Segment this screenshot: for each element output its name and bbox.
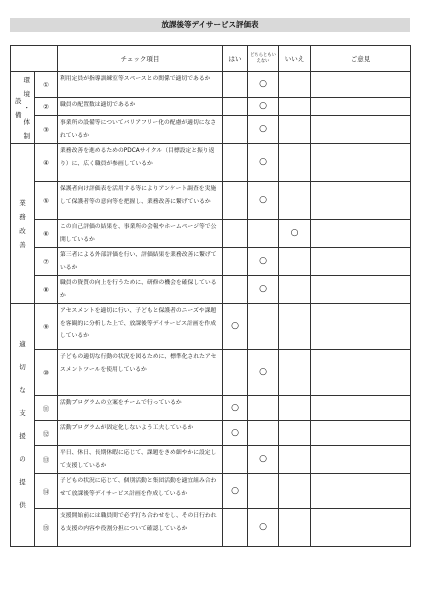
answer-no-cell[interactable]: [279, 116, 311, 144]
opinion-cell[interactable]: [311, 509, 411, 547]
answer-neutral-cell[interactable]: [248, 144, 279, 182]
answer-no-cell[interactable]: [279, 474, 311, 509]
item-number: ⑮: [35, 509, 58, 547]
item-number: ⑫: [35, 421, 58, 446]
header-check-item: チェック項目: [58, 46, 223, 72]
circle-mark-icon: ○: [259, 256, 267, 266]
category-char: 支: [19, 409, 26, 417]
evaluation-table: [10, 45, 411, 547]
item-text: 事業所の設備等についてバリアフリー化の配慮が適切になされているか: [58, 116, 223, 144]
circle-mark-icon: ○: [259, 124, 267, 134]
answer-neutral-cell[interactable]: [248, 509, 279, 547]
header-yes: はい: [223, 46, 248, 72]
item-text: 支援開始前には職員間で必ず打ち合わせをし、その日行われる支援の内容や役割分担について確認しているか: [58, 509, 223, 547]
circle-mark-icon: ○: [259, 522, 267, 532]
opinion-cell[interactable]: [311, 98, 411, 116]
category-char: の: [19, 455, 26, 463]
circle-mark-icon: ○: [259, 195, 267, 205]
answer-yes-cell[interactable]: [223, 220, 248, 248]
answer-yes-cell[interactable]: [223, 72, 248, 98]
answer-yes-cell[interactable]: [223, 396, 248, 421]
item-text: この自己評価の結果を、事業所の会報やホームページ等で公開しているか: [58, 220, 223, 248]
category-char: 業: [19, 198, 26, 207]
answer-yes-cell[interactable]: [223, 144, 248, 182]
item-text: 業務改善を進めるためのPDCAサイクル（目標設定と振り返り）に、広く職員が参画しているか: [58, 144, 223, 182]
opinion-cell[interactable]: [311, 116, 411, 144]
table-row: [11, 276, 411, 304]
answer-no-cell[interactable]: [279, 396, 311, 421]
answer-no-cell[interactable]: [279, 72, 311, 98]
category-char: な: [19, 386, 26, 394]
table-row: [11, 98, 411, 116]
item-text: 子どもの状況に応じて、個別活動と集団活動を適宜組み合わせて放課後等デイサービス計画を作成しているか: [58, 474, 223, 509]
opinion-cell[interactable]: [311, 144, 411, 182]
item-number: ①: [35, 72, 58, 98]
circle-mark-icon: ○: [259, 101, 267, 111]
item-number: ⑭: [35, 474, 58, 509]
item-number: ⑬: [35, 446, 58, 474]
item-number: ⑪: [35, 396, 58, 421]
table-row: [11, 116, 411, 144]
item-number: ⑧: [35, 276, 58, 304]
answer-neutral-cell[interactable]: [248, 98, 279, 116]
circle-mark-icon: ○: [259, 367, 267, 377]
opinion-cell[interactable]: [311, 421, 411, 446]
circle-mark-icon: ○: [231, 402, 239, 413]
header-opinion: ご意見: [311, 46, 411, 72]
circle-mark-icon: ○: [259, 157, 267, 167]
category-outer-label: [15, 94, 22, 122]
answer-yes-cell[interactable]: [223, 116, 248, 144]
answer-neutral-cell[interactable]: [248, 220, 279, 248]
circle-mark-icon: ○: [290, 228, 299, 238]
circle-mark-icon: ○: [231, 427, 239, 438]
item-text: 利用定員が指導訓練室等スペースとの関係で適切であるか: [58, 72, 223, 98]
opinion-cell[interactable]: [311, 350, 411, 396]
table-row: [11, 220, 411, 248]
item-number: ④: [35, 144, 58, 182]
answer-no-cell[interactable]: [279, 509, 311, 547]
category-support: [11, 304, 35, 547]
answer-no-cell[interactable]: [279, 276, 311, 304]
opinion-cell[interactable]: [311, 220, 411, 248]
table-row: [11, 350, 411, 396]
answer-neutral-cell[interactable]: [248, 248, 279, 276]
category-char: 援: [19, 432, 26, 440]
answer-yes-cell[interactable]: [223, 182, 248, 220]
category-char: 境: [23, 89, 30, 98]
header-neutral: どちらともいえない: [248, 46, 279, 72]
category-char: ・: [23, 103, 30, 112]
opinion-cell[interactable]: [311, 304, 411, 350]
table-row: [11, 421, 411, 446]
category-business: [11, 144, 35, 304]
answer-neutral-cell[interactable]: [248, 304, 279, 350]
answer-neutral-cell[interactable]: [248, 350, 279, 396]
answer-no-cell[interactable]: [279, 220, 311, 248]
answer-no-cell[interactable]: [279, 144, 311, 182]
table-row: [11, 182, 411, 220]
answer-neutral-cell[interactable]: [248, 116, 279, 144]
category-char: 体: [23, 117, 30, 126]
circle-mark-icon: ○: [231, 321, 239, 331]
category-char: 提: [19, 478, 26, 486]
opinion-cell[interactable]: [311, 474, 411, 509]
answer-no-cell[interactable]: [279, 446, 311, 474]
item-text: 保護者向け評価表を活用する等によりアンケート調査を実施して保護者等の意向等を把握し、業務改善に繋げているか: [58, 182, 223, 220]
item-number: ⑥: [35, 220, 58, 248]
answer-neutral-cell[interactable]: [248, 446, 279, 474]
item-number: ③: [35, 116, 58, 144]
item-text: 職員の資質の向上を行うために、研修の機会を確保しているか: [58, 276, 223, 304]
table-row: [11, 144, 411, 182]
table-row: [11, 509, 411, 547]
table-row: [11, 248, 411, 276]
answer-yes-cell[interactable]: [223, 98, 248, 116]
answer-yes-cell[interactable]: [223, 474, 248, 509]
table-row: [11, 474, 411, 509]
answer-no-cell[interactable]: [279, 248, 311, 276]
category-char: 設: [15, 96, 22, 105]
item-text: 活動プログラムが固定化しないよう工夫しているか: [58, 421, 223, 446]
category-char: 供: [19, 501, 26, 509]
item-number: ⑤: [35, 182, 58, 220]
category-facilities: [11, 72, 35, 144]
answer-yes-cell[interactable]: [223, 276, 248, 304]
category-char: 改: [19, 226, 26, 235]
table-row: [11, 446, 411, 474]
page-title: 放課後等デイサービス評価表: [10, 18, 410, 32]
category-char: 環: [23, 75, 30, 84]
answer-no-cell[interactable]: [279, 421, 311, 446]
opinion-cell[interactable]: [311, 446, 411, 474]
header-blank: [11, 46, 58, 72]
category-char: 適: [19, 340, 26, 348]
item-number: ②: [35, 98, 58, 116]
item-text: 職員の配置数は適切であるか: [58, 98, 223, 116]
category-char: 善: [19, 240, 26, 249]
item-text: 平日、休日、長期休暇に応じて、課題をきめ細やかに設定して支援しているか: [58, 446, 223, 474]
circle-mark-icon: ○: [231, 485, 239, 496]
table-row: [11, 72, 411, 98]
opinion-cell[interactable]: [311, 248, 411, 276]
category-char: 切: [19, 363, 26, 371]
answer-neutral-cell[interactable]: [248, 182, 279, 220]
circle-mark-icon: ○: [259, 284, 267, 294]
answer-no-cell[interactable]: [279, 182, 311, 220]
answer-yes-cell[interactable]: [223, 304, 248, 350]
answer-yes-cell[interactable]: [223, 421, 248, 446]
item-number: ⑦: [35, 248, 58, 276]
answer-neutral-cell[interactable]: [248, 421, 279, 446]
answer-no-cell[interactable]: [279, 350, 311, 396]
item-text: 子どもの適切な行動の状況を図るために、標準化されたアセスメントツールを使用しているか: [58, 350, 223, 396]
category-char: 制: [23, 131, 30, 140]
circle-mark-icon: ○: [259, 454, 267, 464]
answer-no-cell[interactable]: [279, 304, 311, 350]
opinion-cell[interactable]: [311, 182, 411, 220]
category-char: 務: [19, 212, 26, 221]
answer-yes-cell[interactable]: [223, 350, 248, 396]
answer-no-cell[interactable]: [279, 98, 311, 116]
category-inner-label: [24, 73, 31, 143]
opinion-cell[interactable]: [311, 276, 411, 304]
item-number: ⑨: [35, 304, 58, 350]
header-no: いいえ: [279, 46, 311, 72]
answer-yes-cell[interactable]: [223, 509, 248, 547]
opinion-cell[interactable]: [311, 396, 411, 421]
answer-yes-cell[interactable]: [223, 446, 248, 474]
answer-neutral-cell[interactable]: [248, 396, 279, 421]
answer-neutral-cell[interactable]: [248, 474, 279, 509]
answer-neutral-cell[interactable]: [248, 276, 279, 304]
table-row: [11, 304, 411, 350]
answer-yes-cell[interactable]: [223, 248, 248, 276]
answer-neutral-cell[interactable]: [248, 72, 279, 98]
table-row: [11, 396, 411, 421]
circle-mark-icon: ○: [259, 79, 267, 89]
header-row: [11, 46, 411, 72]
item-number: ⑩: [35, 350, 58, 396]
opinion-cell[interactable]: [311, 72, 411, 98]
item-text: 活動プログラムの立案をチームで行っているか: [58, 396, 223, 421]
item-text: アセスメントを適切に行い、子どもと保護者のニーズや課題を客観的に分析した上で、放課後等デイサービス計画を作成しているか: [58, 304, 223, 350]
category-char: 備: [15, 110, 22, 119]
item-text: 第三者による外部評価を行い、評価結果を業務改善に繋げているか: [58, 248, 223, 276]
